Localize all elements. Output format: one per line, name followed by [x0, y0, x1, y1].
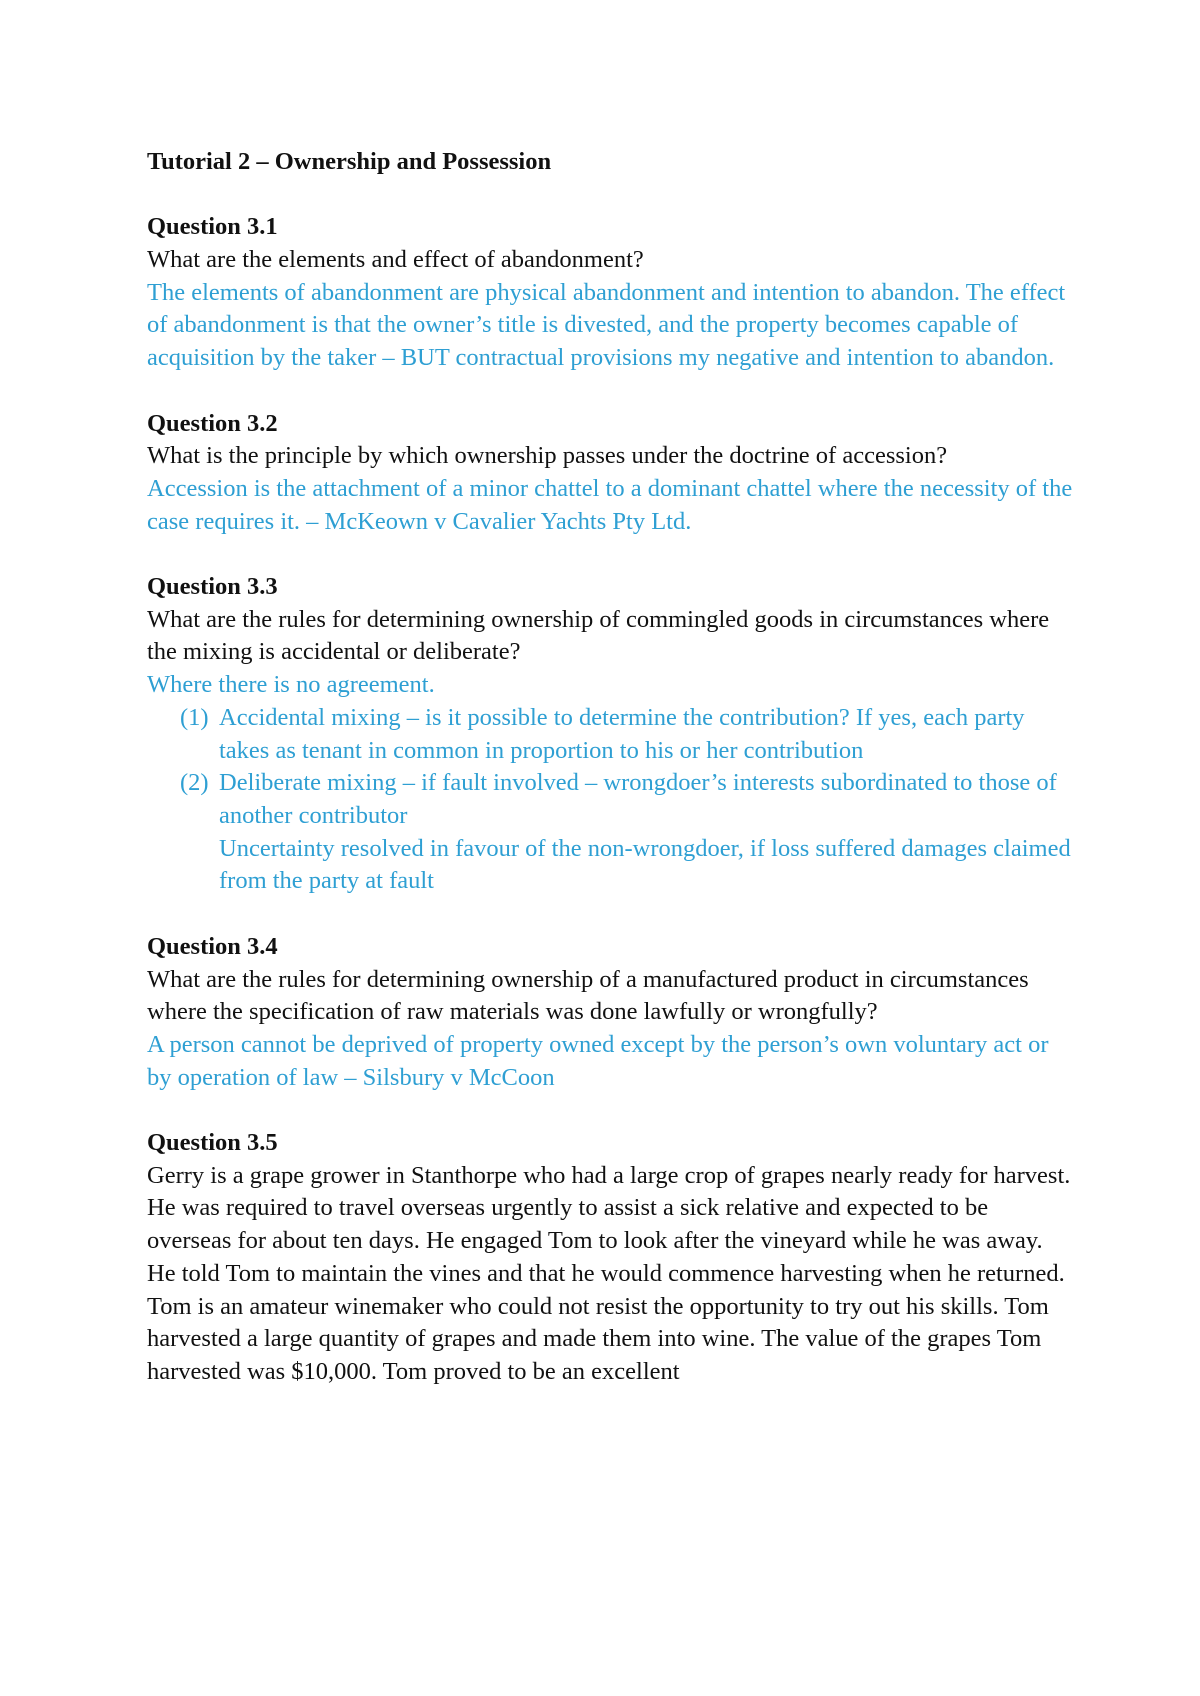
- list-item: [147, 767, 1077, 832]
- question-heading: Question 3.2: [147, 409, 278, 437]
- list-marker: (2): [180, 769, 209, 797]
- question-text: What are the rules for determining ownership of commingled goods in circumstances where the mixing is accidental or deliberate?: [147, 605, 1050, 666]
- spacer: [147, 898, 1077, 931]
- question-3-2: [147, 408, 1077, 539]
- question-3-1: [147, 211, 1077, 375]
- answer-text: A person cannot be deprived of property owned except by the person’s own voluntary act or by operation of law – Silsbury v McCoon: [147, 1030, 1049, 1091]
- document-page: [147, 146, 1077, 1389]
- answer-text: The elements of abandonment are physical abandonment and intention to abandon. The effect of abandonment is that the owner’s title is divested, and the property becomes capable of acquisition by the taker – BUT contractual provisions my negative and intention to abandon.: [147, 278, 1066, 372]
- answer-list: [147, 702, 1077, 833]
- spacer: [147, 1094, 1077, 1127]
- question-text: What are the elements and effect of abandonment?: [147, 246, 644, 274]
- answer-continuation: Uncertainty resolved in favour of the non-wrongdoer, if loss suffered damages claimed from the party at fault: [219, 834, 1071, 895]
- document-title: Tutorial 2 – Ownership and Possession: [147, 148, 552, 175]
- list-item: [147, 702, 1077, 767]
- question-heading: Question 3.5: [147, 1129, 278, 1156]
- question-3-5: [147, 1127, 1077, 1389]
- list-item-text: Accidental mixing – is it possible to determine the contribution? If yes, each party takes as tenant in common in proportion to his or her contribution: [219, 703, 1025, 764]
- question-paragraph: Tom is an amateur winemaker who could not resist the opportunity to try out his skills. Tom harvested a large quantity of grapes and made them into wine. The value of the grapes Tom harvested was $10,000. Tom proved to be an excellent: [147, 1292, 1049, 1385]
- question-3-4: [147, 931, 1077, 1095]
- spacer: [147, 538, 1077, 571]
- list-item-text: Deliberate mixing – if fault involved – wrongdoer’s interests subordinated to those of another contributor: [219, 769, 1057, 829]
- question-text: What are the rules for determining ownership of a manufactured product in circumstances where the specification of raw materials was done lawfully or wrongfully?: [147, 965, 1029, 1026]
- question-3-3: [147, 571, 1077, 898]
- question-text: What is the principle by which ownership passes under the doctrine of accession?: [147, 442, 948, 470]
- answer-intro: Where there is no agreement.: [147, 671, 435, 699]
- answer-text: Accession is the attachment of a minor chattel to a dominant chattel where the necessity of the case requires it. – McKeown v Cavalier Yachts Pty Ltd.: [147, 474, 1073, 535]
- question-heading: Question 3.1: [147, 213, 278, 241]
- spacer: [147, 375, 1077, 408]
- question-paragraph: Gerry is a grape grower in Stanthorpe who had a large crop of grapes nearly ready for harvest. He was required to travel overseas urgently to assist a sick relative and expected to be overseas for about ten days. He engaged Tom to look after the vineyard while he was away. He told Tom to maintain the vines and that he would commence harvesting when he returned.: [147, 1161, 1071, 1287]
- spacer: [147, 179, 1077, 212]
- question-heading: Question 3.4: [147, 932, 278, 960]
- question-heading: Question 3.3: [147, 573, 278, 601]
- list-marker: (1): [180, 703, 209, 731]
